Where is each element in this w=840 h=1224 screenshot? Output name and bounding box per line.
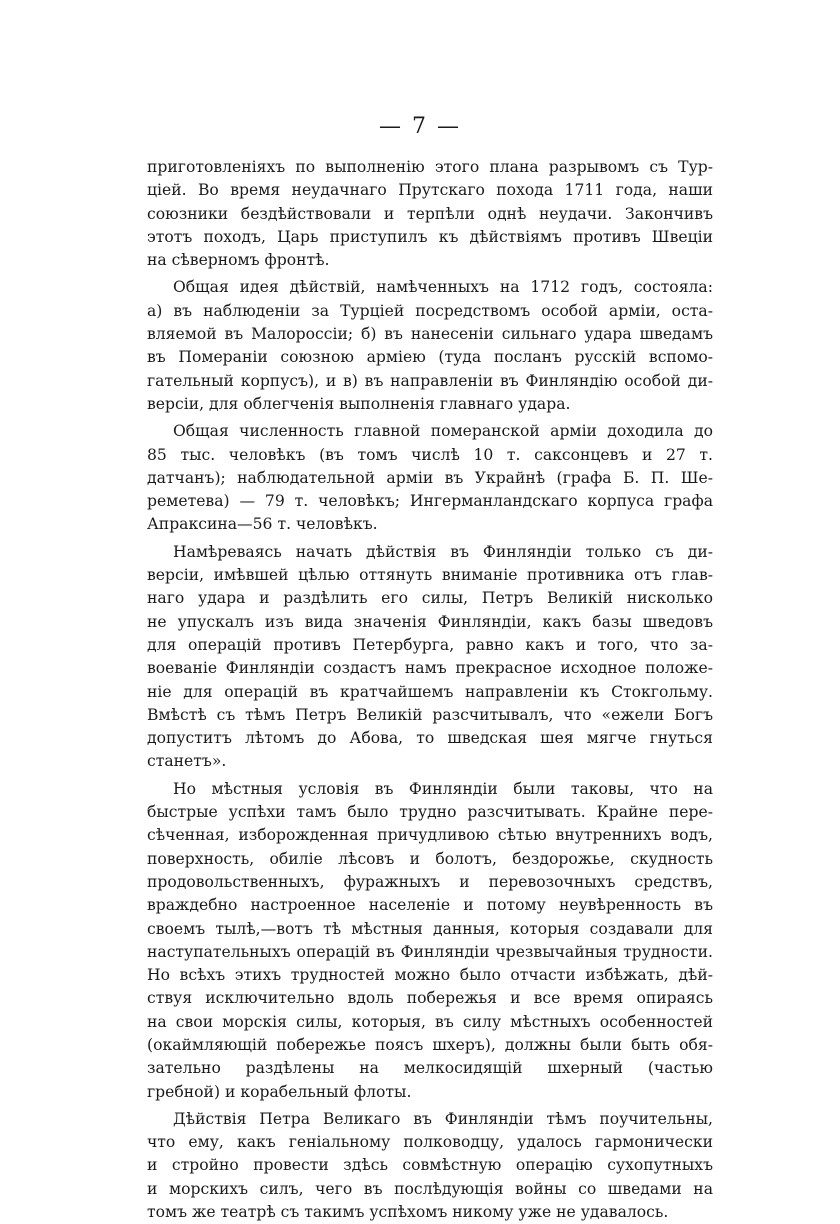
text-line [147, 848, 713, 871]
text-line [147, 564, 713, 587]
line-text: версіи, имѣвшей цѣлью оттянуть вниманіе противника отъ глав- [147, 566, 713, 585]
line-text: допуститъ лѣтомъ до Абова, то шведская шея мягче гнуться [147, 729, 713, 748]
line-text: а) въ наблюденіи за Турціей посредствомъ особой арміи, оста- [147, 301, 713, 320]
line-text: станетъ». [147, 752, 227, 771]
line-text: въ Помераніи союзною арміею (туда посланъ русскій вспомо- [147, 348, 713, 367]
line-text: (окаймляющій побережье поясъ шхеръ), должны были быть обя- [147, 1035, 713, 1054]
text-line [147, 1178, 713, 1201]
line-text: датчанъ); наблюдательной арміи въ Украйнѣ (графа Б. П. Ше- [147, 468, 713, 487]
line-text: наступательныхъ операцій въ Финляндіи чрезвычайныя трудности. [147, 942, 713, 961]
text-line [147, 1034, 713, 1057]
text-line [147, 750, 713, 773]
text-line [147, 1108, 713, 1131]
text-line [147, 513, 713, 536]
text-line [147, 467, 713, 490]
text-line [147, 249, 713, 272]
text-line [147, 918, 713, 941]
line-text: вляемой въ Малороссіи; б) въ нанесеніи сильнаго удара шведамъ [147, 325, 713, 344]
text-line [147, 704, 713, 727]
text-line [147, 634, 713, 657]
text-line [147, 179, 713, 202]
line-text: Намѣреваясь начать дѣйствія въ Финляндіи только съ ди- [173, 542, 713, 561]
line-text: Общая численность главной померанской арміи доходила до [173, 422, 713, 441]
text-line [147, 871, 713, 894]
text-line [147, 801, 713, 824]
line-text: приготовленіяхъ по выполненію этого плана разрывомъ съ Тур- [147, 158, 713, 176]
text-line [147, 1201, 713, 1224]
text-line [147, 987, 713, 1010]
paragraph [147, 778, 713, 1104]
line-text: гребной) и корабельный флоты. [147, 1082, 412, 1101]
text-line [147, 1154, 713, 1177]
text-line [147, 824, 713, 847]
line-text: поверхность, обиліе лѣсовъ и болотъ, бездорожье, скудность [147, 849, 713, 868]
line-text: ствуя исключительно вдоль побережья и все время опираясь [147, 989, 713, 1008]
paragraph [147, 156, 713, 272]
text-line [147, 490, 713, 513]
paragraph [147, 420, 713, 536]
line-text: Но мѣстныя условія въ Финляндіи были таковы, что на [173, 779, 713, 798]
line-text: ціей. Во время неудачнаго Прутскаго похода 1711 года, наши [147, 181, 713, 200]
line-text: Апраксина—56 т. человѣкъ. [147, 515, 378, 534]
line-text: и морскихъ силъ, чего въ послѣдующія войны со шведами на [147, 1179, 713, 1198]
text-line [147, 541, 713, 564]
line-text: продовольственныхъ, фуражныхъ и перевозочныхъ средствъ, [147, 872, 713, 891]
line-text: быстрые успѣхи тамъ было трудно разсчитывать. Крайне пере- [147, 803, 713, 822]
paragraph [147, 1108, 713, 1224]
text-line [147, 370, 713, 393]
text-line [147, 1131, 713, 1154]
text-line [147, 964, 713, 987]
line-text: сѣченная, изборожденная причудливою сѣтью внутреннихъ водъ, [147, 826, 713, 845]
text-line [147, 203, 713, 226]
line-text: томъ же театрѣ съ такимъ успѣхомъ никому уже не удавалось. [147, 1203, 669, 1222]
line-text: 85 тыс. человѣкъ (въ томъ числѣ 10 т. саксонцевъ и 27 т. [147, 445, 713, 464]
text-line [147, 941, 713, 964]
text-line [147, 300, 713, 323]
text-line [147, 727, 713, 750]
text-line [147, 778, 713, 801]
line-text: не упускалъ изъ вида значенія Финляндіи, какъ базы шведовъ [147, 612, 713, 631]
text-line [147, 393, 713, 416]
text-line [147, 226, 713, 249]
text-line [147, 444, 713, 467]
line-text: версіи, для облегченія выполненія главнаго удара. [147, 394, 571, 413]
line-text: Общая идея дѣйствій, намѣченныхъ на 1712 годъ, состояла: [173, 278, 713, 297]
line-text: ніе для операцій въ кратчайшемъ направленіи къ Стокгольму. [147, 682, 713, 701]
line-text: враждебно настроенное населеніе и потому неувѣренность въ [147, 896, 713, 915]
line-text: Вмѣстѣ съ тѣмъ Петръ Великій разсчитывалъ, что «ежели Богъ [147, 705, 713, 724]
text-line [147, 323, 713, 346]
text-line [147, 276, 713, 299]
page-number: — 7 — [379, 114, 461, 139]
line-text: этотъ походъ, Царь приступилъ къ дѣйствіямъ противъ Швеціи [147, 227, 713, 246]
text-line [147, 156, 713, 179]
body-text [147, 156, 713, 1224]
line-text: на свои морскія силы, которыя, въ силу мѣстныхъ особенностей [147, 1012, 713, 1031]
paragraph [147, 276, 713, 416]
text-line [147, 1011, 713, 1034]
line-text: гательный корпусъ), и в) въ направленіи въ Финляндію особой ди- [147, 371, 713, 390]
text-line [147, 681, 713, 704]
line-text: Дѣйствія Петра Великаго въ Финляндіи тѣмъ поучительны, [173, 1109, 713, 1128]
line-text: что ему, какъ геніальному полководцу, удалось гармонически [147, 1133, 713, 1152]
line-text: на сѣверномъ фронтѣ. [147, 251, 330, 270]
text-line [147, 894, 713, 917]
line-text: наго удара и раздѣлить его силы, Петръ Великій нисколько [147, 589, 713, 608]
text-line [147, 346, 713, 369]
text-line [147, 1081, 713, 1104]
text-line [147, 1057, 713, 1080]
line-text: воеваніе Финляндіи создастъ намъ прекрасное исходное положе- [147, 659, 713, 678]
text-line [147, 657, 713, 680]
line-text: для операцій противъ Петербурга, равно какъ и того, что за- [147, 635, 713, 654]
paragraph [147, 541, 713, 774]
line-text: зательно раздѣлены на мелкосидящій шхерный (частью [147, 1059, 713, 1078]
line-text: и стройно провести здѣсь совмѣстную операцію сухопутныхъ [147, 1156, 713, 1175]
line-text: реметева) — 79 т. человѣкъ; Ингерманландскаго корпуса графа [147, 492, 713, 511]
line-text: союзники бездѣйствовали и терпѣли однѣ неудачи. Закончивъ [147, 204, 713, 223]
text-line [147, 587, 713, 610]
line-text: своемъ тылѣ,—вотъ тѣ мѣстныя данныя, которыя создавали для [147, 919, 713, 938]
line-text: Но всѣхъ этихъ трудностей можно было отчасти избѣжать, дѣй- [147, 966, 713, 985]
text-line [147, 611, 713, 634]
text-line [147, 420, 713, 443]
